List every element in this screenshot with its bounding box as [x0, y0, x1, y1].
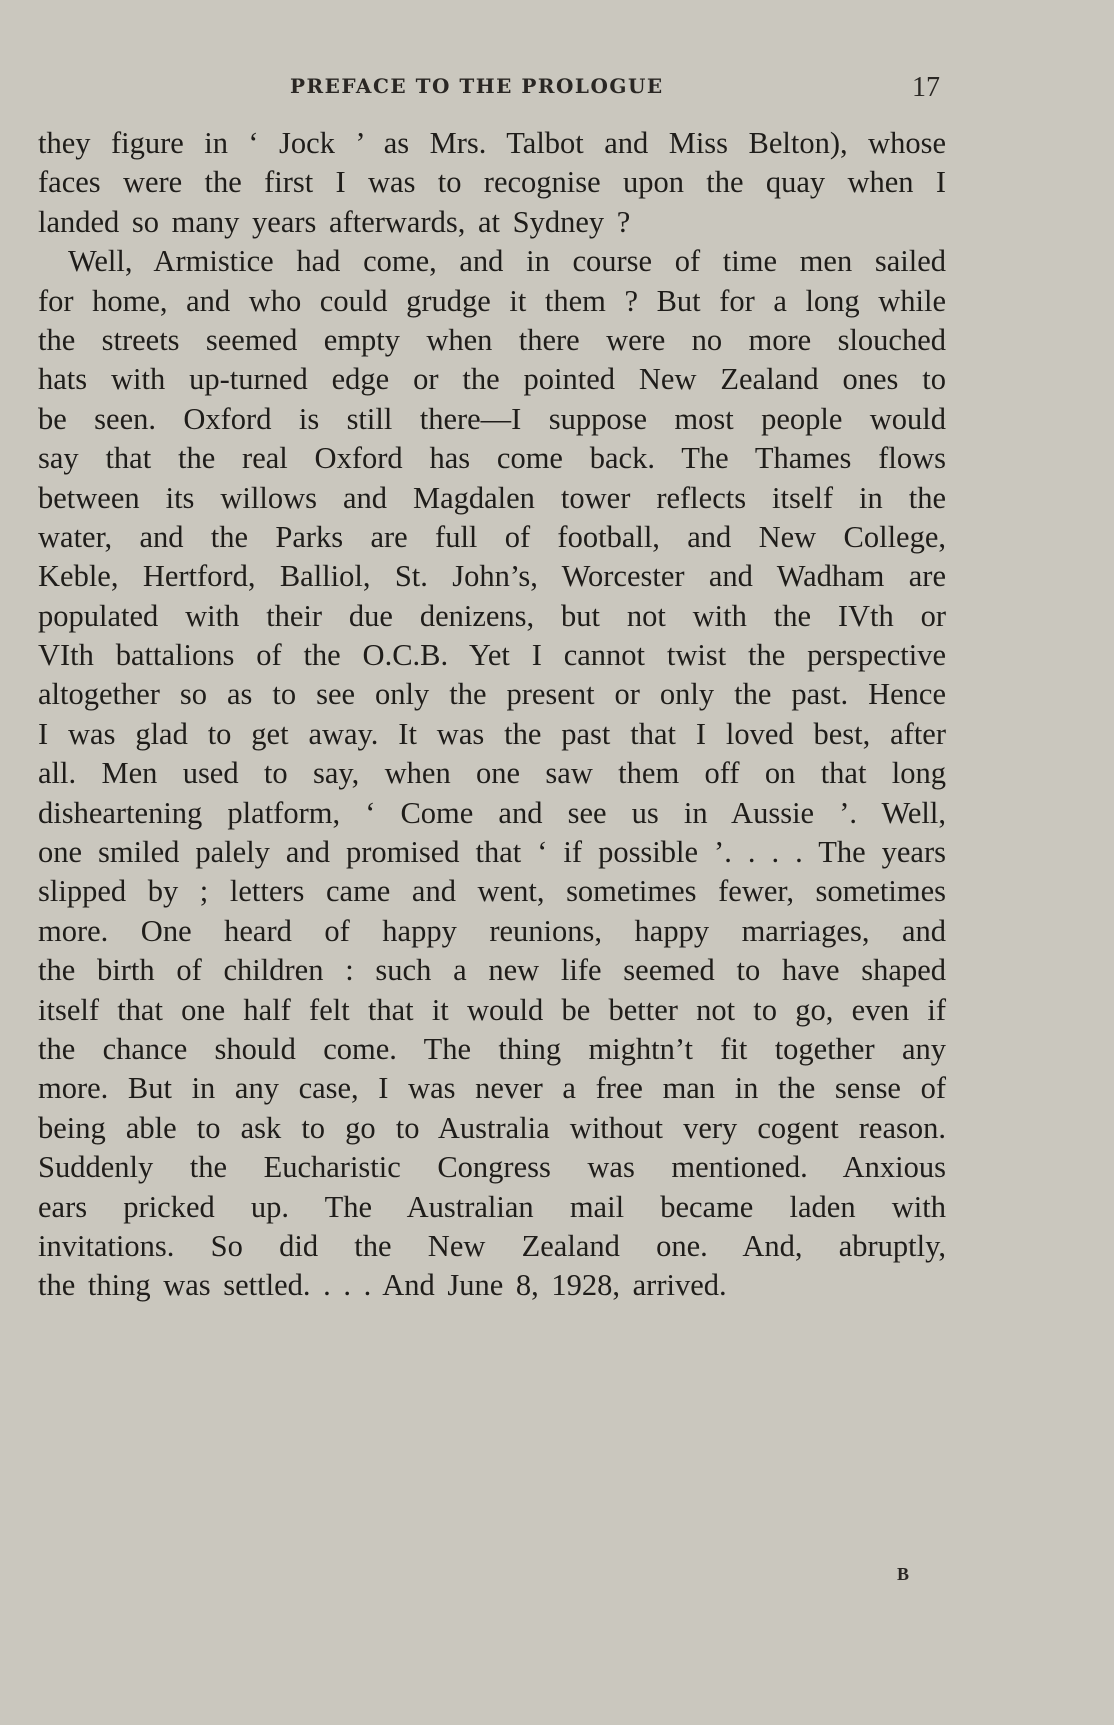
text-line: Suddenly the Eucharistic Congress was mentioned. Anxious — [38, 1150, 946, 1185]
text-line: I was glad to get away. It was the past that I loved best, after — [38, 716, 946, 751]
text-line: the thing was settled. . . . And June 8, 1928, arrived. — [38, 1268, 727, 1303]
text-line: disheartening platform, ‘ Come and see us in Aussie ’. Well, — [38, 795, 946, 830]
text-line: they figure in ‘ Jock ’ as Mrs. Talbot and Miss Belton), whose — [38, 126, 946, 160]
text-line: landed so many years afterwards, at Sydney ? — [38, 204, 631, 239]
text-line: invitations. So did the New Zealand one. And, abruptly, — [38, 1228, 946, 1263]
text-line: more. But in any case, I was never a free man in the sense of — [38, 1071, 946, 1106]
text-line: the birth of children : such a new life seemed to have shaped — [38, 953, 946, 988]
text-line: the streets seemed empty when there were no more slouched — [38, 322, 946, 357]
text-line: between its willows and Magdalen tower reflects itself in the — [38, 480, 946, 515]
text-line: altogether so as to see only the present or only the past. Hence — [38, 677, 946, 712]
text-line: say that the real Oxford has come back. The Thames flows — [38, 441, 946, 476]
text-line: one smiled palely and promised that ‘ if possible ’. . . . The years — [38, 835, 946, 870]
text-line: faces were the first I was to recognise upon the quay when I — [38, 165, 946, 200]
running-head — [0, 72, 1114, 112]
body-text — [38, 124, 946, 1306]
running-title: PREFACE TO THE PROLOGUE — [290, 74, 664, 98]
text-line: all. Men used to say, when one saw them off on that long — [38, 756, 946, 791]
text-line: for home, and who could grudge it them ? But for a long while — [38, 283, 946, 318]
text-line: slipped by ; letters came and went, sometimes fewer, sometimes — [38, 874, 946, 909]
text-line: Well, Armistice had come, and in course of time men sailed — [68, 244, 946, 279]
page-number: 17 — [912, 72, 940, 103]
text-line: ears pricked up. The Australian mail became laden with — [38, 1189, 946, 1224]
text-line: itself that one half felt that it would be better not to go, even if — [38, 992, 946, 1027]
text-line: water, and the Parks are full of football, and New College, — [38, 519, 946, 554]
text-line: be seen. Oxford is still there—I suppose most people would — [38, 401, 946, 436]
text-line: being able to ask to go to Australia without very cogent reason. — [38, 1110, 946, 1145]
text-line: populated with their due denizens, but not with the IVth or — [38, 598, 946, 633]
signature-mark: B — [897, 1564, 910, 1584]
text-line: hats with up-turned edge or the pointed New Zealand ones to — [38, 362, 946, 397]
text-line: VIth battalions of the O.C.B. Yet I cannot twist the perspective — [38, 638, 946, 673]
text-line: the chance should come. The thing mightn’t fit together any — [38, 1031, 946, 1066]
text-line: Keble, Hertford, Balliol, St. John’s, Worcester and Wadham are — [38, 559, 946, 594]
text-line: more. One heard of happy reunions, happy marriages, and — [38, 913, 946, 948]
